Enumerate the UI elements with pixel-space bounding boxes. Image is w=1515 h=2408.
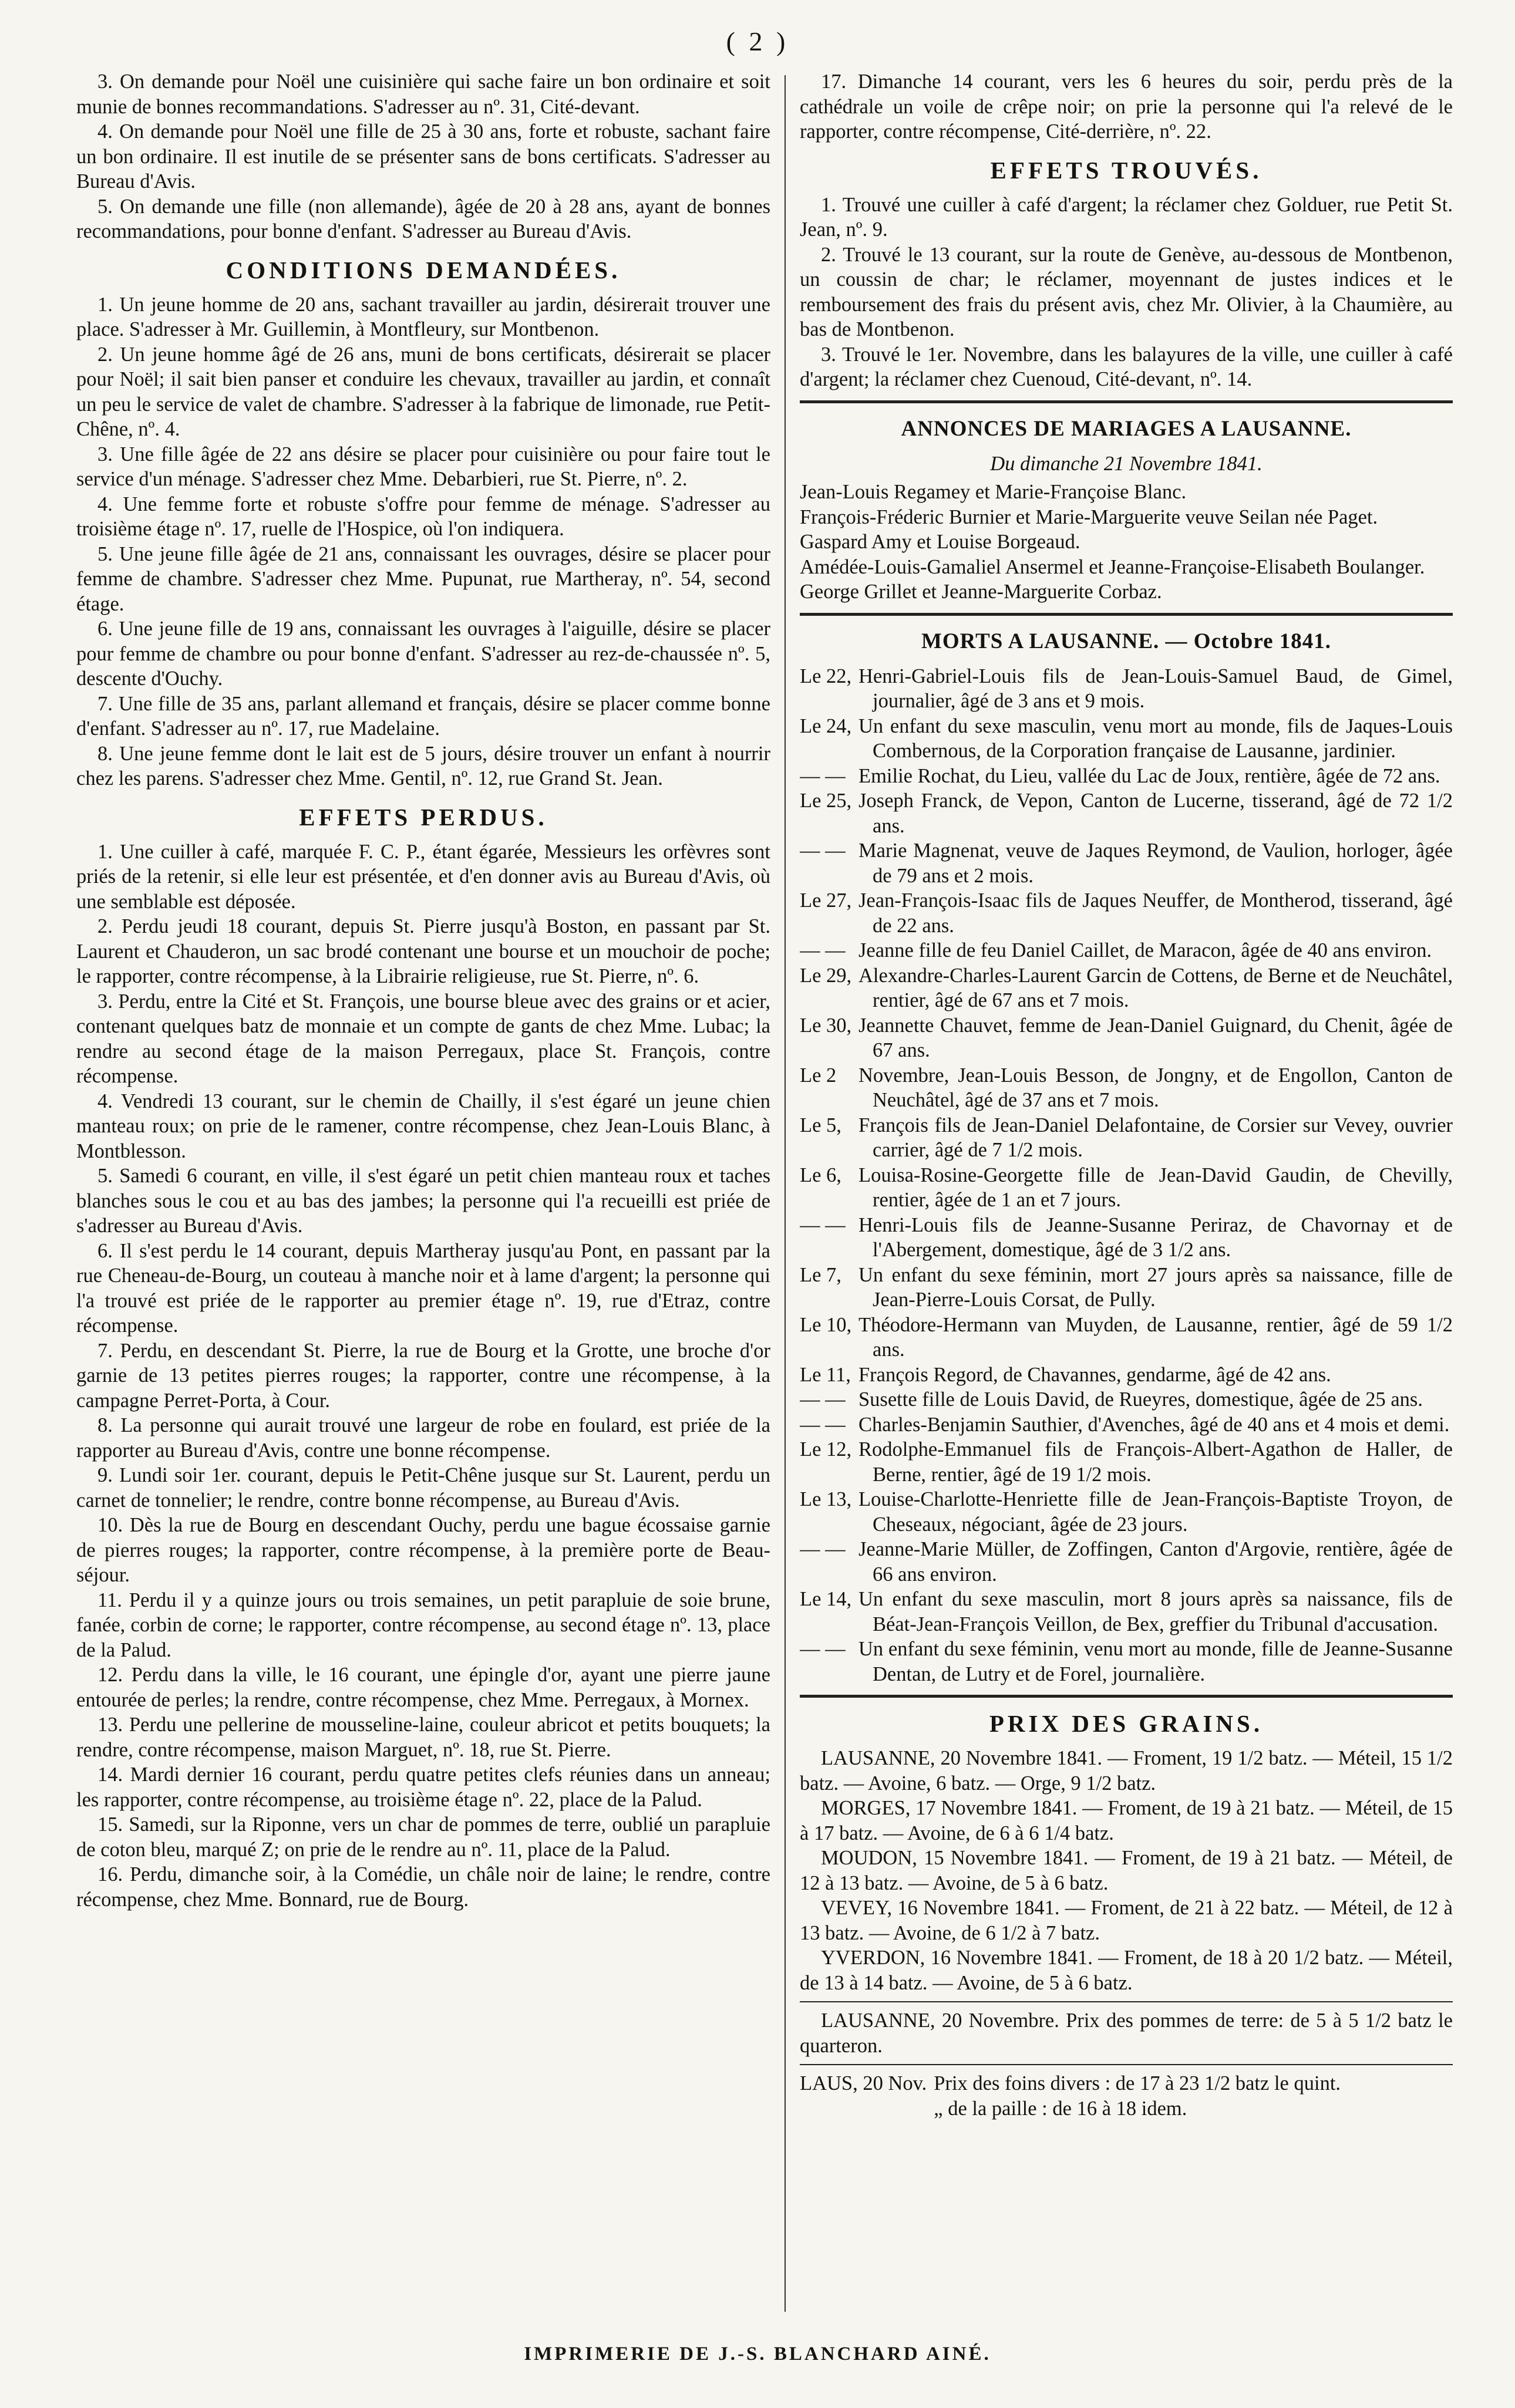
- mariage-item: George Grillet et Jeanne-Marguerite Corbaz.: [800, 581, 1162, 603]
- death-date: Le 7,: [800, 1263, 841, 1286]
- section-rule: [800, 1695, 1453, 1698]
- death-date: Le 14,: [800, 1588, 852, 1610]
- death-notice: [800, 1263, 1453, 1313]
- perdu-item: 5. Samedi 6 courant, en ville, il s'est égaré un petit chien manteau roux et taches blanches sous le cou et au bas des jambes; la personne qui l'a recueilli est priée de s'adresser au Bureau d'Avis.: [76, 1165, 770, 1237]
- grain-item: VEVEY, 16 Novembre 1841. — Froment, de 21 à 22 batz. — Méteil, de 12 à 13 batz. — Avoine, de 6 1/2 à 7 batz.: [800, 1897, 1453, 1944]
- condition-item: 4. Une femme forte et robuste s'offre pour femme de ménage. S'adresser au troisième étage nº. 17, ruelle de l'Hospice, où l'on indiquera.: [76, 493, 770, 540]
- perdu-item: 8. La personne qui aurait trouvé une largeur de robe en foulard, est priée de la rapporter au Bureau d'Avis, contre une bonne récompense.: [76, 1414, 770, 1462]
- death-notice: [800, 1313, 1453, 1362]
- section-rule: [800, 613, 1453, 616]
- grain-item: LAUSANNE, 20 Novembre 1841. — Froment, 19 1/2 batz. — Méteil, 15 1/2 batz. — Avoine, 6 batz. — Orge, 9 1/2 batz.: [800, 1747, 1453, 1795]
- death-text: Louise-Charlotte-Henriette fille de Jean-François-Baptiste Troyon, de Cheseaux, négociant, âgée de 23 jours.: [859, 1488, 1453, 1536]
- morts-heading: MORTS A LAUSANNE. — Octobre 1841.: [921, 629, 1332, 653]
- death-date: Le 22,: [800, 665, 852, 687]
- perdu-item: 9. Lundi soir 1er. courant, depuis le Petit-Chêne jusque sur St. Laurent, perdu un carnet de tonnelier; le rendre, contre bonne récompense, au Bureau d'Avis.: [76, 1464, 770, 1512]
- section-rule: [800, 400, 1453, 403]
- death-date: Le 11,: [800, 1363, 851, 1386]
- death-date: — —: [800, 839, 846, 862]
- death-date: Le 24,: [800, 714, 852, 737]
- death-notice: [800, 1213, 1453, 1263]
- death-date: Le 2: [800, 1064, 837, 1087]
- death-text: Louisa-Rosine-Georgette fille de Jean-David Gaudin, de Chevilly, rentier, âgée de 1 an et 7 jours.: [859, 1163, 1453, 1211]
- death-text: Henri-Louis fils de Jeanne-Susanne Periraz, de Chavornay et de l'Abergement, domestique, âgé de 3 1/2 ans.: [859, 1213, 1453, 1261]
- death-text: Un enfant du sexe masculin, venu mort au monde, fils de Jaques-Louis Combernous, de la Corporation française de Lausanne, jardinier.: [859, 714, 1453, 762]
- death-text: François fils de Jean-Daniel Delafontaine, de Corsier sur Vevey, ouvrier carrier, âgé de 7 1/2 mois.: [859, 1114, 1453, 1161]
- right-column: [800, 69, 1453, 2341]
- death-notice: [800, 963, 1453, 1013]
- left-column: [76, 69, 770, 2341]
- death-notice: [800, 714, 1453, 764]
- condition-item: 1. Un jeune homme de 20 ans, sachant travailler au jardin, désirerait trouver une place. S'adresser à Mr. Guillemin, à Montfleury, sur Montbenon.: [76, 293, 770, 340]
- perdu-item: 10. Dès la rue de Bourg en descendant Ouchy, perdu une bague écossaise garnie de pierres rouges; la rapporter, contre récompense, à la première porte de Beau-séjour.: [76, 1514, 770, 1586]
- death-notice: [800, 838, 1453, 888]
- death-text: Un enfant du sexe féminin, mort 27 jours après sa naissance, fille de Jean-Pierre-Louis Corsat, de Pully.: [859, 1263, 1453, 1311]
- perdus-heading: EFFETS PERDUS.: [299, 803, 548, 831]
- perdu-item: 12. Perdu dans la ville, le 16 courant, une épingle d'or, ayant une pierre jaune entourée de perles; la rendre, contre récompense, chez Mme. Perregaux, à Mornex.: [76, 1664, 770, 1711]
- death-notice: [800, 1587, 1453, 1637]
- death-date: — —: [800, 1213, 846, 1236]
- death-text: Emilie Rochat, du Lieu, vallée du Lac de Joux, rentière, âgée de 72 ans.: [859, 764, 1440, 787]
- section-rule: [800, 2064, 1453, 2065]
- condition-item: 5. Une jeune fille âgée de 21 ans, connaissant les ouvrages, désire se placer pour femme de chambre. S'adresser chez Mme. Pupunat, rue Martheray, nº. 54, second étage.: [76, 542, 770, 615]
- mariages-list: [800, 480, 1453, 605]
- death-date: — —: [800, 1638, 846, 1660]
- perdu-item: 2. Perdu jeudi 18 courant, depuis St. Pierre jusqu'à Boston, en passant par St. Laurent et Chauderon, un sac brodé contenant une bourse et un mouchoir de poche; le rapporter, contre récompense, à la Librairie religieuse, rue St. Pierre, nº. 6.: [76, 915, 770, 987]
- death-date: Le 6,: [800, 1163, 841, 1186]
- foins-values: [927, 2071, 1453, 2121]
- condition-item: 8. Une jeune femme dont le lait est de 5 jours, désire trouver un enfant à nourrir chez les parens. S'adresser chez Mme. Gentil, nº. 12, rue Grand St. Jean.: [76, 742, 770, 790]
- death-notice: [800, 1163, 1453, 1213]
- death-date: Le 10,: [800, 1313, 852, 1336]
- death-date: Le 29,: [800, 964, 852, 987]
- ad-item: 3. On demande pour Noël une cuisinière qui sache faire un bon ordinaire et soit munie de bonnes recommandations. S'adresser au nº. 31, Cité-devant.: [76, 70, 770, 118]
- death-date: Le 12,: [800, 1438, 852, 1461]
- perdus-list: [76, 839, 770, 1913]
- imprint: IMPRIMERIE DE J.-S. BLANCHARD AINÉ.: [524, 2343, 991, 2365]
- death-notice: [800, 664, 1453, 714]
- death-text: Joseph Franck, de Vepon, Canton de Lucerne, tisserand, âgé de 72 1/2 ans.: [859, 790, 1453, 837]
- grain-item: MORGES, 17 Novembre 1841. — Froment, de 19 à 21 batz. — Méteil, de 15 à 17 batz. — Avoine, de 6 à 6 1/4 batz.: [800, 1797, 1453, 1844]
- perdu-item: 1. Une cuiller à café, marquée F. C. P., étant égarée, Messieurs les orfèvres sont priés de la retenir, si elle leur est présentée, et d'en donner avis au Bureau d'Avis, où une semblable est déposée.: [76, 840, 770, 913]
- perdu-item: 15. Samedi, sur la Riponne, vers un char de pommes de terre, oublié un parapluie de coton bleu, marqué Z; on prie de le rendre au nº. 11, place de la Palud.: [76, 1813, 770, 1861]
- perdu-item: 14. Mardi dernier 16 courant, perdu quatre petites clefs réunies dans un anneau; les rapporter, contre récompense, au troisième étage nº. 22, place de la Palud.: [76, 1763, 770, 1811]
- death-text: Charles-Benjamin Sauthier, d'Avenches, âgé de 40 ans et 4 mois et demi.: [859, 1413, 1450, 1436]
- death-text: François Regord, de Chavannes, gendarme, âgé de 42 ans.: [859, 1363, 1331, 1386]
- death-text: Un enfant du sexe féminin, venu mort au monde, fille de Jeanne-Susanne Dentan, de Lutry et de Forel, journalière.: [859, 1638, 1453, 1685]
- trouve-item: 3. Trouvé le 1er. Novembre, dans les balayures de la ville, une cuiller à café d'argent; la réclamer chez Cuenoud, Cité-devant, nº. 14.: [800, 343, 1453, 390]
- conditions-list: [76, 292, 770, 791]
- mariage-item: François-Fréderic Burnier et Marie-Marguerite veuve Seilan née Paget.: [800, 505, 1378, 528]
- death-text: Jeanne fille de feu Daniel Caillet, de Maracon, âgée de 40 ans environ.: [859, 939, 1432, 962]
- trouves-heading: EFFETS TROUVÉS.: [990, 156, 1262, 184]
- column-divider: [785, 75, 786, 2312]
- conditions-heading: CONDITIONS DEMANDÉES.: [225, 256, 621, 284]
- condition-item: 2. Un jeune homme âgé de 26 ans, muni de bons certificats, désirerait se placer pour Noël; il sait bien panser et conduire les chevaux, travailler au jardin, et connaît un peu le service de valet de chambre. S'adresser à la fabrique de limonade, rue Petit-Chêne, nº. 4.: [76, 343, 770, 440]
- death-notice: [800, 788, 1453, 838]
- death-text: Jeannette Chauvet, femme de Jean-Daniel Guignard, du Chenit, âgée de 67 ans.: [859, 1014, 1453, 1061]
- perdu-item: 4. Vendredi 13 courant, sur le chemin de Chailly, il s'est égaré un jeune chien manteau roux; on prie de le ramener, contre récompense, chez Jean-Louis Blanc, à Montblesson.: [76, 1090, 770, 1162]
- death-notice: [800, 1362, 1453, 1388]
- pommes-price: LAUSANNE, 20 Novembre. Prix des pommes de terre: de 5 à 5 1/2 batz le quarteron.: [800, 2009, 1453, 2057]
- death-notice: [800, 938, 1453, 963]
- ads-demandes-list: [76, 69, 770, 244]
- perdu-item: 3. Perdu, entre la Cité et St. François, une bourse bleue avec des grains or et acier, contenant quelques batz de monnaie et un compte de gants de chez Mme. Lubac; la rendre au second étage de la maison Perregaux, place St. François, contre récompense.: [76, 990, 770, 1087]
- death-notice: [800, 1637, 1453, 1687]
- death-text: Rodolphe-Emmanuel fils de François-Albert-Agathon de Haller, de Berne, rentier, âgé de 19 1/2 mois.: [859, 1438, 1453, 1486]
- death-notice: [800, 1487, 1453, 1537]
- top-ad-item: 17. Dimanche 14 courant, vers les 6 heures du soir, perdu près de la cathédrale un voile de crêpe noir; on prie la personne qui l'a relevé de le rapporter, contre récompense, Cité-derrière, nº. 22.: [800, 70, 1453, 143]
- death-notice: [800, 888, 1453, 938]
- death-date: — —: [800, 939, 846, 962]
- grains-list: [800, 1746, 1453, 1995]
- ad-item: 5. On demande une fille (non allemande), âgée de 20 à 28 ans, ayant de bonnes recommandations, pour bonne d'enfant. S'adresser au Bureau d'Avis.: [76, 195, 770, 242]
- death-date: — —: [800, 764, 846, 787]
- death-text: Jean-François-Isaac fils de Jaques Neuffer, de Montherod, tisserand, âgé de 22 ans.: [859, 889, 1453, 937]
- death-date: — —: [800, 1413, 846, 1436]
- death-text: Théodore-Hermann van Muyden, de Lausanne, rentier, âgé de 59 1/2 ans.: [859, 1313, 1453, 1361]
- foins-line-2: „ de la paille : de 16 à 18 idem.: [934, 2097, 1187, 2120]
- foins-price: [800, 2071, 1453, 2121]
- trouves-list: [800, 193, 1453, 392]
- death-text: Alexandre-Charles-Laurent Garcin de Cottens, de Berne et de Neuchâtel, rentier, âgé de 67 ans et 7 mois.: [859, 964, 1453, 1011]
- death-text: Novembre, Jean-Louis Besson, de Jongny, et de Engollon, Canton de Neuchâtel, âgé de 37 ans et 7 mois.: [859, 1064, 1453, 1111]
- perdu-item: 16. Perdu, dimanche soir, à la Comédie, un châle noir de laine; le rendre, contre récompense, chez Mme. Bonnard, rue de Bourg.: [76, 1863, 770, 1911]
- death-notice: [800, 1113, 1453, 1163]
- foins-line-1: Prix des foins divers : de 17 à 23 1/2 batz le quint.: [934, 2072, 1341, 2095]
- perdu-item: 13. Perdu une pellerine de mousseline-laine, couleur abricot et petits bouquets; la rendre, contre récompense, maison Marguet, nº. 18, rue St. Pierre.: [76, 1714, 770, 1761]
- condition-item: 3. Une fille âgée de 22 ans désire se placer pour cuisinière ou pour faire tout le service d'un ménage. S'adresser chez Mme. Debarbieri, rue St. Pierre, nº. 2.: [76, 443, 770, 490]
- perdu-item: 6. Il s'est perdu le 14 courant, depuis Martheray jusqu'au Pont, en passant par la rue Cheneau-de-Bourg, un couteau à manche noir et à lame d'argent; la personne qui l'a trouvé est priée de le rapporter au premier étage nº. 19, rue d'Etraz, contre récompense.: [76, 1239, 770, 1337]
- condition-item: 7. Une fille de 35 ans, parlant allemand et français, désire se placer comme bonne d'enfant. S'adresser au nº. 17, rue Madelaine.: [76, 692, 770, 740]
- death-notice: [800, 764, 1453, 789]
- condition-item: 6. Une jeune fille de 19 ans, connaissant les ouvrages à l'aiguille, désire se placer pour femme de chambre ou pour bonne d'enfant. S'adresser au rez-de-chaussée nº. 5, descente d'Ouchy.: [76, 618, 770, 690]
- mariage-item: Amédée-Louis-Gamaliel Ansermel et Jeanne-Françoise-Elisabeth Boulanger.: [800, 555, 1425, 578]
- death-notice: [800, 1437, 1453, 1487]
- mariage-item: Jean-Louis Regamey et Marie-Françoise Blanc.: [800, 481, 1187, 503]
- death-text: Henri-Gabriel-Louis fils de Jean-Louis-Samuel Baud, de Gimel, journalier, âgé de 3 ans et 9 mois.: [859, 665, 1453, 712]
- death-date: — —: [800, 1388, 846, 1411]
- death-date: — —: [800, 1538, 846, 1560]
- death-date: Le 13,: [800, 1488, 852, 1510]
- death-notice: [800, 1537, 1453, 1587]
- death-date: Le 25,: [800, 790, 852, 812]
- death-notice: [800, 1387, 1453, 1412]
- foins-label: LAUS, 20 Nov.: [800, 2072, 927, 2095]
- death-text: Un enfant du sexe masculin, mort 8 jours après sa naissance, fils de Béat-Jean-François Veillon, de Bex, greffier du Tribunal d'accusation.: [859, 1588, 1453, 1635]
- grains-heading: PRIX DES GRAINS.: [989, 1710, 1264, 1737]
- death-date: Le 5,: [800, 1114, 841, 1136]
- section-rule: [800, 2001, 1453, 2002]
- mariage-item: Gaspard Amy et Louise Borgeaud.: [800, 531, 1080, 553]
- page-number: ( 2 ): [726, 26, 789, 56]
- trouve-item: 1. Trouvé une cuiller à café d'argent; la réclamer chez Golduer, rue Petit St. Jean, nº. 9.: [800, 193, 1453, 241]
- death-date: Le 30,: [800, 1014, 852, 1037]
- trouve-item: 2. Trouvé le 13 courant, sur la route de Genève, au-dessous de Montbenon, un coussin de char; le réclamer, moyennant de justes indices et le remboursement des frais du présent avis, chez Mr. Olivier, à la Chaumière, au bas de Montbenon.: [800, 243, 1453, 340]
- death-text: Marie Magnenat, veuve de Jaques Reymond, de Vaulion, horloger, âgée de 79 ans et 2 mois.: [859, 839, 1453, 887]
- death-text: Jeanne-Marie Müller, de Zoffingen, Canton d'Argovie, rentière, âgée de 66 ans environ.: [859, 1538, 1453, 1586]
- grain-item: MOUDON, 15 Novembre 1841. — Froment, de 19 à 21 batz. — Méteil, de 12 à 13 batz. — Avoine, de 5 à 6 batz.: [800, 1847, 1453, 1894]
- death-text: Susette fille de Louis David, de Rueyres, domestique, âgée de 25 ans.: [859, 1388, 1423, 1411]
- mariages-subtitle: Du dimanche 21 Novembre 1841.: [990, 452, 1262, 475]
- death-date: Le 27,: [800, 889, 852, 912]
- perdu-item: 7. Perdu, en descendant St. Pierre, la rue de Bourg et la Grotte, une broche d'or garnie de 13 petites pierres rouges; la rapporter, contre une récompense, à la campagne Perret-Porta, à Cour.: [76, 1339, 770, 1412]
- grain-item: YVERDON, 16 Novembre 1841. — Froment, de 18 à 20 1/2 batz. — Méteil, de 13 à 14 batz. — Avoine, de 5 à 6 batz.: [800, 1947, 1453, 1994]
- death-notice: [800, 1063, 1453, 1113]
- mariages-heading: ANNONCES DE MARIAGES A LAUSANNE.: [901, 416, 1352, 441]
- ad-item: 4. On demande pour Noël une fille de 25 à 30 ans, forte et robuste, sachant faire un bon ordinaire. Il est inutile de se présenter sans de bons certificats. S'adresser au Bureau d'Avis.: [76, 120, 770, 193]
- death-notice: [800, 1013, 1453, 1063]
- perdu-item: 11. Perdu il y a quinze jours ou trois semaines, un petit parapluie de soie brune, fanée, corbin de corne; le rapporter, contre récompense, au second étage nº. 13, place de la Palud.: [76, 1589, 770, 1661]
- death-notice: [800, 1412, 1453, 1438]
- morts-list: [800, 664, 1453, 1687]
